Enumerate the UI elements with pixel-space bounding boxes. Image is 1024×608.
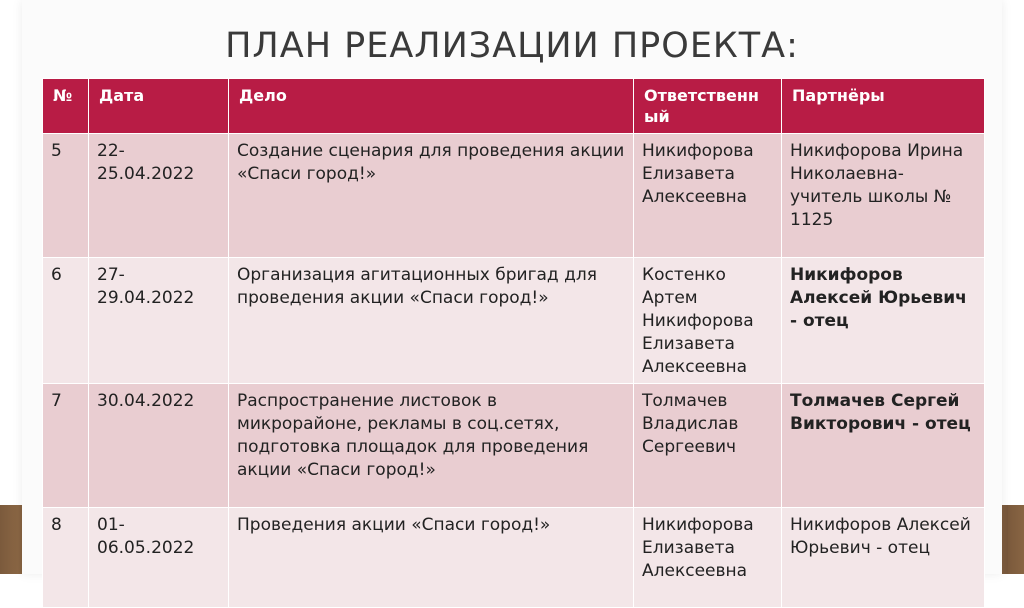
cell-task: Организация агитационных бригад для проведения акции «Спаси город!» xyxy=(229,258,634,384)
column-header-task: Дело xyxy=(229,79,634,134)
column-header-partners: Партнёры xyxy=(782,79,985,134)
table-row xyxy=(43,508,985,608)
table-row xyxy=(43,134,985,258)
plan-table xyxy=(42,78,985,608)
cell-date: 30.04.2022 xyxy=(89,384,229,508)
cell-date: 27-29.04.2022 xyxy=(89,258,229,384)
cell-responsible: Толмачев Владислав Сергеевич xyxy=(634,384,782,508)
cell-partners: Никифоров Алексей Юрьевич - отец xyxy=(782,508,985,608)
cell-partners: Никифоров Алексей Юрьевич - отец xyxy=(782,258,985,384)
cell-number: 8 xyxy=(43,508,89,608)
table-header-row xyxy=(43,79,985,134)
column-header-number: № xyxy=(43,79,89,134)
cell-date: 01-06.05.2022 xyxy=(89,508,229,608)
cell-number: 5 xyxy=(43,134,89,258)
cell-partners: Никифорова Ирина Николаевна- учитель школы № 1125 xyxy=(782,134,985,258)
page-title: ПЛАН РЕАЛИЗАЦИИ ПРОЕКТА: xyxy=(225,26,799,66)
cell-number: 7 xyxy=(43,384,89,508)
column-header-date: Дата xyxy=(89,79,229,134)
cell-responsible: Костенко Артем Никифорова Елизавета Алексеевна xyxy=(634,258,782,384)
cell-number: 6 xyxy=(43,258,89,384)
cell-responsible: Никифорова Елизавета Алексеевна xyxy=(634,508,782,608)
column-header-responsible: Ответственн ый xyxy=(634,79,782,134)
cell-responsible: Никифорова Елизавета Алексеевна xyxy=(634,134,782,258)
cell-task: Создание сценария для проведения акции «Спаси город!» xyxy=(229,134,634,258)
table-row xyxy=(43,384,985,508)
table-row xyxy=(43,258,985,384)
cell-task: Проведения акции «Спаси город!» xyxy=(229,508,634,608)
cell-partners: Толмачев Сергей Викторович - отец xyxy=(782,384,985,508)
cell-task: Распространение листовок в микрорайоне, рекламы в соц.сетях, подготовка площадок для проведения акции «Спаси город!» xyxy=(229,384,634,508)
cell-date: 22-25.04.2022 xyxy=(89,134,229,258)
